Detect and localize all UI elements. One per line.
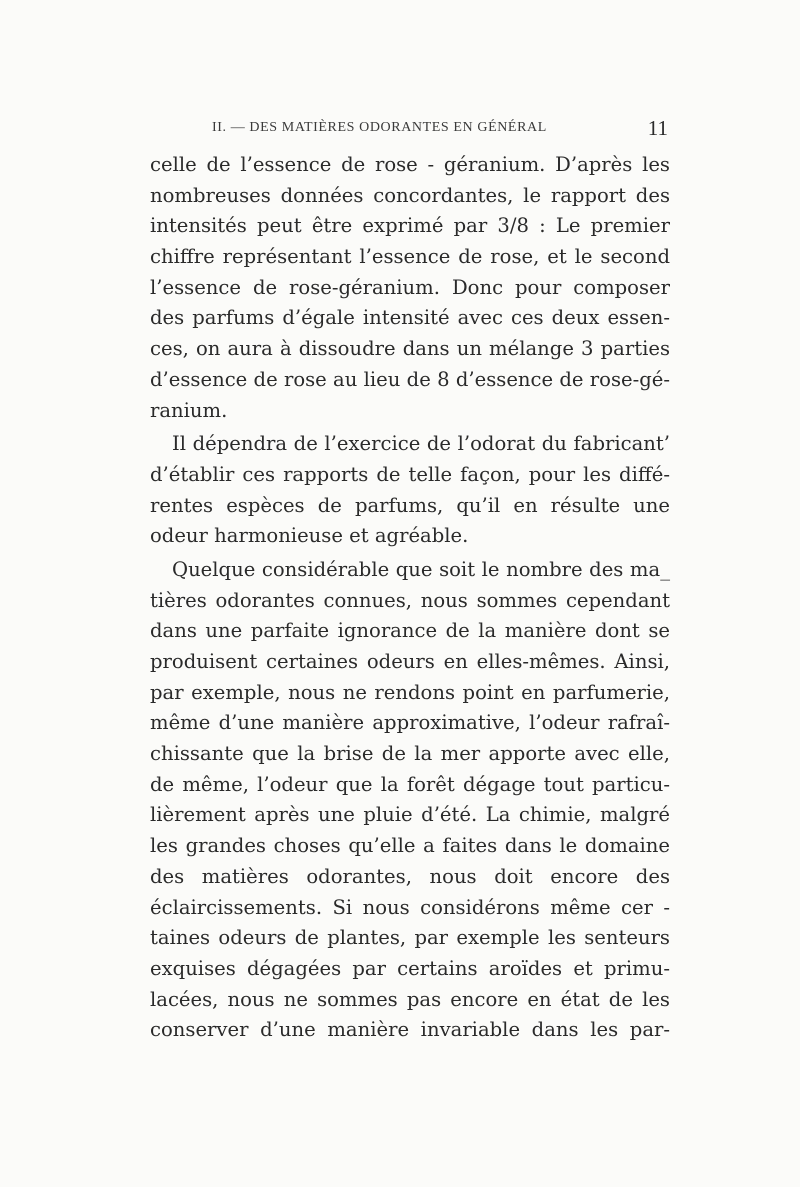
paragraph: [150, 150, 670, 426]
text-line: produisent certaines odeurs en elles-mêmes. Ainsi,: [150, 650, 670, 673]
text-line: même d’une manière approximative, l’odeur rafraî-: [150, 711, 670, 735]
text-line: par exemple, nous ne rendons point en parfumerie,: [150, 680, 670, 704]
text-line: conserver d’une manière invariable dans les par-: [150, 1018, 670, 1042]
text-line: chiffre représentant l’essence de rose, et le second: [150, 245, 670, 269]
text-line: lacées, nous ne sommes pas encore en état de les: [150, 987, 670, 1011]
text-line: Quelque considérable que soit le nombre des ma_: [172, 557, 670, 581]
text-line: odeur harmonieuse et agréable.: [150, 524, 469, 548]
paragraph: [150, 429, 670, 552]
text-line: ranium.: [150, 398, 228, 422]
text-line: lièrement après une pluie d’été. La chimie, malgré: [150, 803, 670, 827]
text-line: chissante que la brise de la mer apporte avec elle,: [150, 742, 670, 766]
body-text: [150, 150, 670, 1046]
text-line: des parfums d’égale intensité avec ces deux essen-: [150, 306, 670, 330]
text-line: de même, l’odeur que la forêt dégage tout particu-: [150, 772, 670, 796]
text-line: des matières odorantes, nous doit encore des: [150, 864, 670, 888]
text-line: exquises dégagées par certains aroïdes et primu-: [150, 956, 670, 980]
text-line: tières odorantes connues, nous sommes cependant: [150, 588, 670, 612]
text-line: nombreuses données concordantes, le rapport des: [150, 183, 670, 207]
page-number: 11: [647, 116, 668, 140]
text-line: éclaircissements. Si nous considérons même cer -: [150, 895, 670, 919]
text-line: intensités peut être exprimé par 3/8 : Le premier: [150, 214, 670, 238]
text-line: d’établir ces rapports de telle façon, pour les diffé-: [150, 462, 670, 486]
text-line: d’essence de rose au lieu de 8 d’essence de rose-gé-: [150, 367, 670, 391]
text-line: rentes espèces de parfums, qu’il en résulte une: [150, 493, 670, 517]
text-line: celle de l’essence de rose - géranium. D’après les: [150, 153, 670, 176]
text-line: taines odeurs de plantes, par exemple les senteurs: [150, 926, 670, 950]
running-header: [212, 116, 668, 138]
text-line: dans une parfaite ignorance de la manière dont se: [150, 619, 670, 643]
paragraph: [150, 555, 670, 1046]
text-line: Il dépendra de l’exercice de l’odorat du fabricant’: [172, 432, 670, 456]
text-line: l’essence de rose-géranium. Donc pour composer: [150, 275, 670, 299]
text-line: ces, on aura à dissoudre dans un mélange 3 parties: [150, 337, 670, 361]
text-line: les grandes choses qu’elle a faites dans le domaine: [150, 834, 670, 858]
running-title: II. — DES MATIÈRES ODORANTES EN GÉNÉRAL: [212, 120, 547, 135]
